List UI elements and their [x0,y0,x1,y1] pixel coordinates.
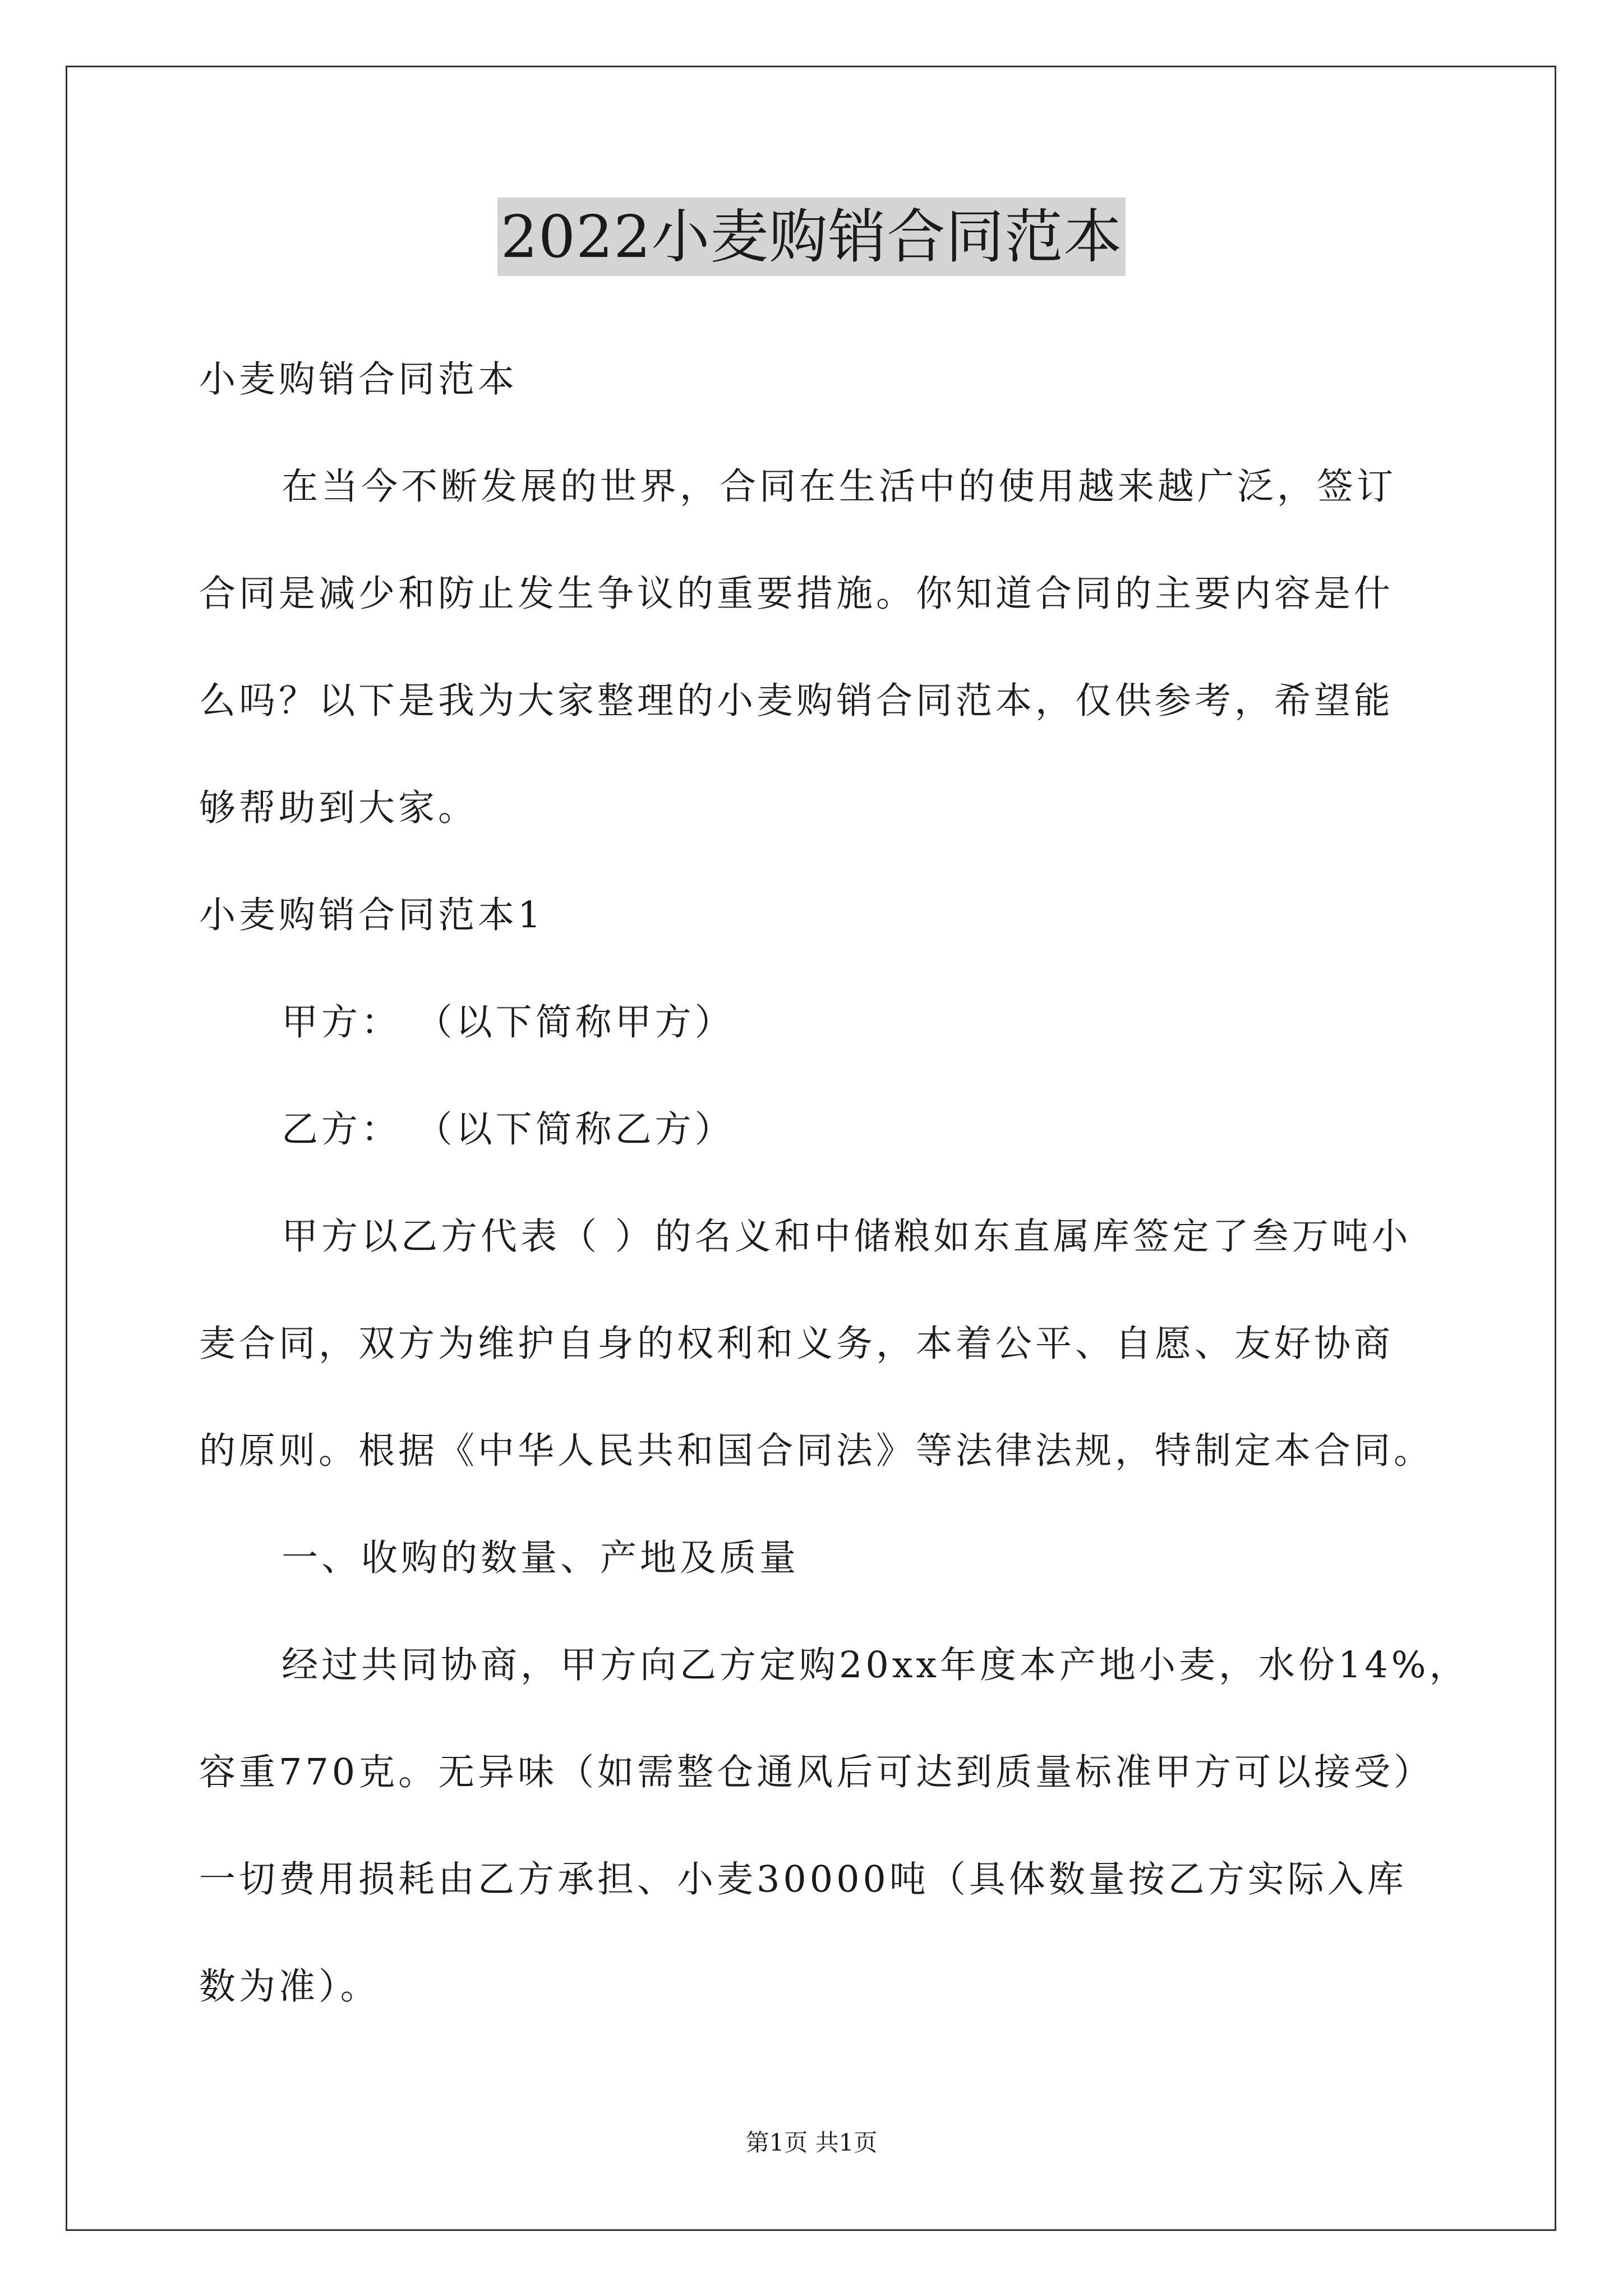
document-title: 2022小麦购销合同范本 [497,197,1126,276]
paragraph-line: 么吗？以下是我为大家整理的小麦购销合同范本，仅供参考，希望能 [199,680,1394,722]
paragraph-line: 经过共同协商，甲方向乙方定购20xx年度本产地小麦，水份14%， [282,1644,1469,1686]
subtitle-line: 小麦购销合同范本 [199,358,518,401]
paragraph-line: 合同是减少和防止发生争议的重要措施。你知道合同的主要内容是什 [199,573,1394,615]
paragraph-line: 在当今不断发展的世界，合同在生活中的使用越来越广泛，签订 [282,466,1397,508]
section-heading: 小麦购销合同范本1 [199,894,545,936]
paragraph-line: 甲方以乙方代表（ ）的名义和中储粮如东直属库签定了叁万吨小 [282,1216,1412,1258]
paragraph-line: 一切费用损耗由乙方承担、小麦30000吨（具体数量按乙方实际入库 [199,1858,1407,1901]
title-container [0,197,1623,276]
paragraph-line: 的原则。根据《中华人民共和国合同法》等法律法规，特制定本合同。 [199,1430,1434,1472]
party-b-line: 乙方： （以下简称乙方） [282,1108,735,1151]
page-footer: 第1页 共1页 [745,2129,878,2156]
party-a-line: 甲方： （以下简称甲方） [282,1001,735,1043]
paragraph-line: 够帮助到大家。 [199,787,478,829]
paragraph-line: 容重770克。无异味（如需整仓通风后可达到质量标准甲方可以接受） [199,1751,1434,1793]
paragraph-line: 数为准）。 [199,1966,380,2008]
clause-heading: 一、收购的数量、产地及质量 [282,1537,800,1579]
paragraph-line: 麦合同，双方为维护自身的权利和义务，本着公平、自愿、友好协商 [199,1323,1394,1365]
